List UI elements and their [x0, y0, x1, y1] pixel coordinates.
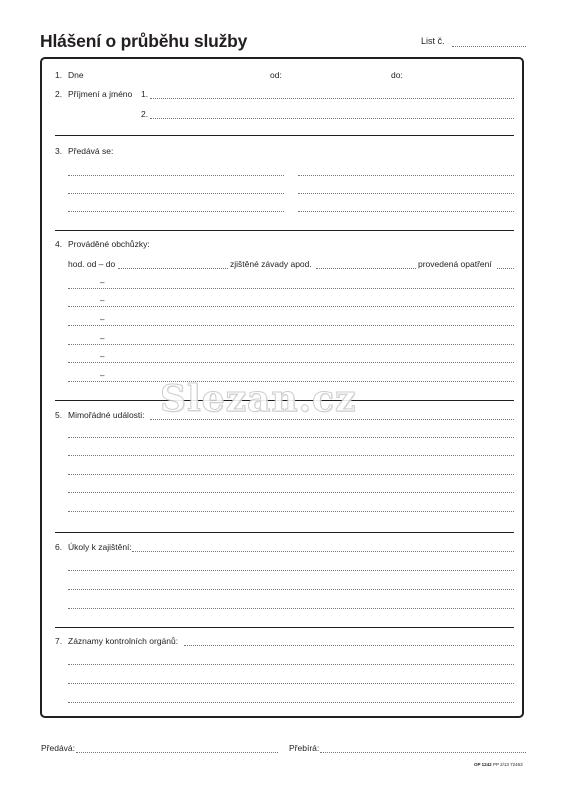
receives-label: Přebírá: [289, 743, 320, 753]
time-dash: – [100, 296, 105, 305]
name-second-field[interactable] [150, 118, 514, 119]
inspection-field[interactable] [68, 702, 514, 703]
watermark-text: Slezan.cz [160, 378, 357, 420]
tasks-field[interactable] [68, 589, 514, 590]
to-label: do: [391, 70, 403, 80]
form-code [474, 762, 523, 767]
time-dash: – [100, 371, 105, 380]
section-divider [55, 532, 514, 533]
incidents-field[interactable] [68, 492, 514, 493]
from-label: od: [270, 70, 282, 80]
tasks-field[interactable] [132, 551, 514, 552]
section-divider [55, 627, 514, 628]
name-second-number: 2. [141, 109, 149, 119]
inspection-field[interactable] [184, 645, 514, 646]
row3-number: 3. [55, 146, 63, 156]
row5-number: 5. [55, 410, 63, 420]
incidents-field[interactable] [68, 455, 514, 456]
inspection-field[interactable] [68, 683, 514, 684]
row6-number: 6. [55, 542, 63, 552]
tasks-field[interactable] [68, 608, 514, 609]
handover-field-left[interactable] [68, 175, 284, 176]
handover-field-right[interactable] [298, 175, 514, 176]
patrol-row[interactable] [68, 288, 514, 289]
patrol-row[interactable] [68, 362, 514, 363]
time-dash: – [100, 352, 105, 361]
column-header-field[interactable] [118, 268, 228, 269]
name-first-number: 1. [141, 89, 149, 99]
column-header-field[interactable] [316, 268, 416, 269]
name-label: Příjmení a jméno [68, 89, 133, 99]
handover-field-left[interactable] [68, 193, 284, 194]
column-header-field[interactable] [497, 268, 514, 269]
row2-number: 2. [55, 89, 63, 99]
column-measures: provedená opatření [418, 259, 492, 269]
sheet-number-field[interactable] [452, 46, 526, 47]
row7-number: 7. [55, 636, 63, 646]
form-title: Hlášení o průběhu služby [40, 31, 248, 51]
tasks-label: Úkoly k zajištění: [68, 542, 132, 552]
incidents-label: Mimořádné události: [68, 410, 145, 420]
row4-number: 4. [55, 239, 63, 249]
time-dash: – [100, 278, 105, 287]
name-first-field[interactable] [150, 98, 514, 99]
form-code-rest: PP 2/13 72463 [492, 762, 523, 767]
handover-field-left[interactable] [68, 211, 284, 212]
sheet-number-label: List č. [421, 36, 445, 46]
patrol-row[interactable] [68, 344, 514, 345]
row1-number: 1. [55, 70, 63, 80]
patrol-row[interactable] [68, 306, 514, 307]
hands-over-label: Předává: [41, 743, 76, 753]
patrols-label: Prováděné obchůzky: [68, 239, 150, 249]
column-time: hod. od – do [68, 259, 116, 269]
time-dash: – [100, 315, 105, 324]
incidents-field[interactable] [150, 419, 514, 420]
column-defects: zjištěné závady apod. [230, 259, 312, 269]
form-code-bold: OP 1242 [474, 762, 492, 767]
section-divider [55, 230, 514, 231]
tasks-field[interactable] [68, 570, 514, 571]
incidents-field[interactable] [68, 474, 514, 475]
section-divider [55, 135, 514, 136]
receives-signature-field[interactable] [320, 752, 526, 753]
inspection-field[interactable] [68, 664, 514, 665]
time-dash: – [100, 334, 105, 343]
handover-label: Předává se: [68, 146, 114, 156]
handover-field-right[interactable] [298, 193, 514, 194]
date-label: Dne [68, 70, 84, 80]
incidents-field[interactable] [68, 437, 514, 438]
incidents-field[interactable] [68, 511, 514, 512]
handover-field-right[interactable] [298, 211, 514, 212]
inspection-label: Záznamy kontrolních orgánů: [68, 636, 179, 646]
hands-over-signature-field[interactable] [76, 752, 278, 753]
patrol-row[interactable] [68, 325, 514, 326]
